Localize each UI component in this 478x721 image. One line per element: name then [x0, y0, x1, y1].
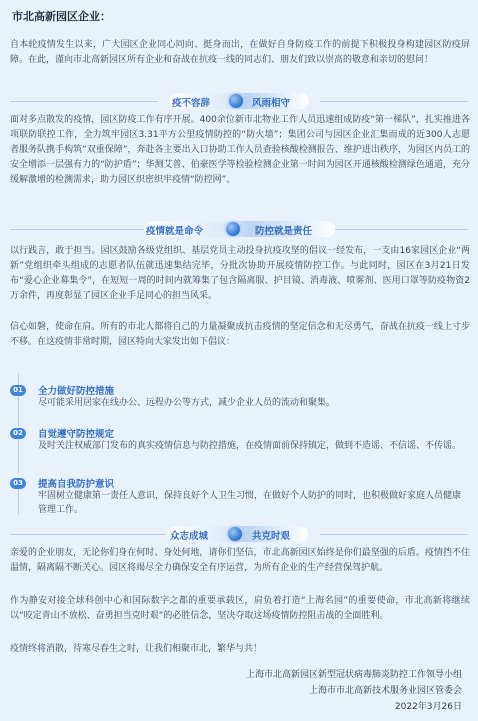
banner-rule-left: [10, 229, 144, 230]
banner-rule-right: [335, 229, 468, 230]
banner-title-right: 共克时艰: [252, 531, 291, 542]
banner-title-right: 防控就是责任: [255, 226, 313, 237]
banner-rule-left: [10, 534, 165, 535]
proposal-number-badge: 01: [10, 385, 26, 396]
proposal-title: 全力做好防控措施: [38, 386, 115, 397]
proposal-item-2: [10, 428, 470, 468]
signature-date: 2022年3月26日: [394, 702, 462, 712]
globe-icon: [226, 222, 240, 236]
section-2-body: 以行践言，敢于担当。园区鼓励各级党组织、基层党员主动投身抗疫攻坚的倡议一经发布，一支由16家园区企业“两新”党组织牵头组成的志愿者队伍就迅速集结完毕，分批次协助开展疫情防控工作。与此同时，园区在3月21日发布“爱心企业募集令”，在短短一周的时间内就筹集了包含隔离服、护目镜、消毒液、喷雾剂、医用口罩等防疫物资2万余件，再度彰显了园区企业手足同心的担当风采。: [10, 246, 470, 301]
proposal-number-badge: 03: [10, 478, 26, 489]
proposal-body: 尽可能采用居家在线办公、远程办公等方式，减少企业人员的流动和聚集。: [38, 398, 336, 408]
signature-org-2: 上海市市北高新技术服务业园区管委会: [308, 686, 462, 696]
globe-icon: [228, 527, 242, 541]
section-banner-3: [0, 525, 478, 543]
closing-paragraph-2: 作为静安对接全球科创中心和国际数字之都的重要承载区，肩负着打造“上海名园”的重要使命，市北高新将继续以“咬定青山不放松、奋勇担当克时艰”的必胜信念，坚决夺取这场疫情防控阻击战的全面胜利。: [10, 596, 470, 621]
banner-title-right: 风雨相守: [252, 98, 291, 109]
banner-rule-right: [320, 534, 468, 535]
closing-paragraph-1: 亲爱的企业朋友，无论你们身在何时、身处何地，请你们坚信，市北高新园区始终是你们最坚强的后盾。疫情挡不住温情，隔离隔不断关心。园区将竭尽全力确保安全有序运营，为所有企业的生产经营保驾护航。: [10, 548, 470, 573]
timeline-rail: [18, 439, 19, 473]
proposal-title: 自觉遵守防控规定: [38, 429, 115, 440]
banner-title-left: 疫情就是命令: [146, 226, 204, 237]
proposal-body: 及时关注权威部门发布的真实疫情信息与防控措施，在疫情面前保持镇定，做到不造谣、不信谣、不传谣。: [38, 441, 462, 451]
banner-title-left: 众志成城: [170, 531, 209, 542]
signature-org-1: 上海市北高新园区新型冠状病毒肺炎防控工作领导小组: [245, 670, 462, 680]
timeline-rail: [18, 373, 19, 385]
section-banner-1: [0, 92, 478, 110]
greeting-heading: 市北高新园区企业：: [12, 10, 111, 23]
intro-paragraph: 自本轮疫情发生以来，广大园区企业同心同向、挺身而出，在做好自身防疫工作的前提下积极投身构建园区防疫屏障。在此，谨向市北高新园区所有企业和奋战在抗疫一线的同志们、朋友们致以崇高的敬意和亲切的慰问！: [10, 40, 470, 65]
banner-rule-right: [320, 101, 468, 102]
proposal-title: 提高自我防护意识: [38, 479, 115, 490]
timeline-rail: [18, 489, 19, 515]
section-banner-2: [0, 220, 478, 238]
banner-rule-left: [10, 101, 158, 102]
closing-paragraph-3: 疫情终将消散，待寒尽春生之时，让我们相聚市北，繁华与共！: [10, 644, 263, 654]
timeline-rail: [18, 396, 19, 426]
call-intro-paragraph: 信心如磐，使命在肩。所有的市北人都将自己的力量凝聚成抗击疫情的坚定信念和无尽勇气，奋战在抗疫一线上寸步不移。在这疫情非常时期，园区特向大家发出如下倡议：: [10, 322, 470, 347]
proposal-number-badge: 02: [10, 428, 26, 439]
section-1-body: 面对多点散发的疫情，园区防疫工作有序开展。400余位新市北物业工作人员迅速组成防疫“第一梯队”，扎实推进各项联防联控工作，全力筑牢园区3.31平方公里疫情防控的“防火墙”；集团公司与园区企业汇集而成的近300人志愿者服务队携手构筑“双重保障”，奔赴各主要出入口协助工作人员查验核酸检测报告、维护进出秩序，为园区内员工的安全增添一层强有力的“防护盾”；华测艾普、伯豪医学等检验检测企业第一时间为园区开通核酸检测绿色通道，充分缓解激增的检测需求，助力园区织密织牢疫情“防控网”。: [10, 115, 470, 185]
globe-icon: [229, 94, 243, 108]
proposal-body: 牢固树立健康第一责任人意识，保持良好个人卫生习惯，在做好个人防护的同时，也积极做好家庭人员健康管理工作。: [38, 491, 462, 515]
banner-title-left: 疫不容辞: [172, 98, 211, 109]
proposal-item-3: [10, 478, 470, 518]
proposal-item-1: [10, 385, 470, 421]
